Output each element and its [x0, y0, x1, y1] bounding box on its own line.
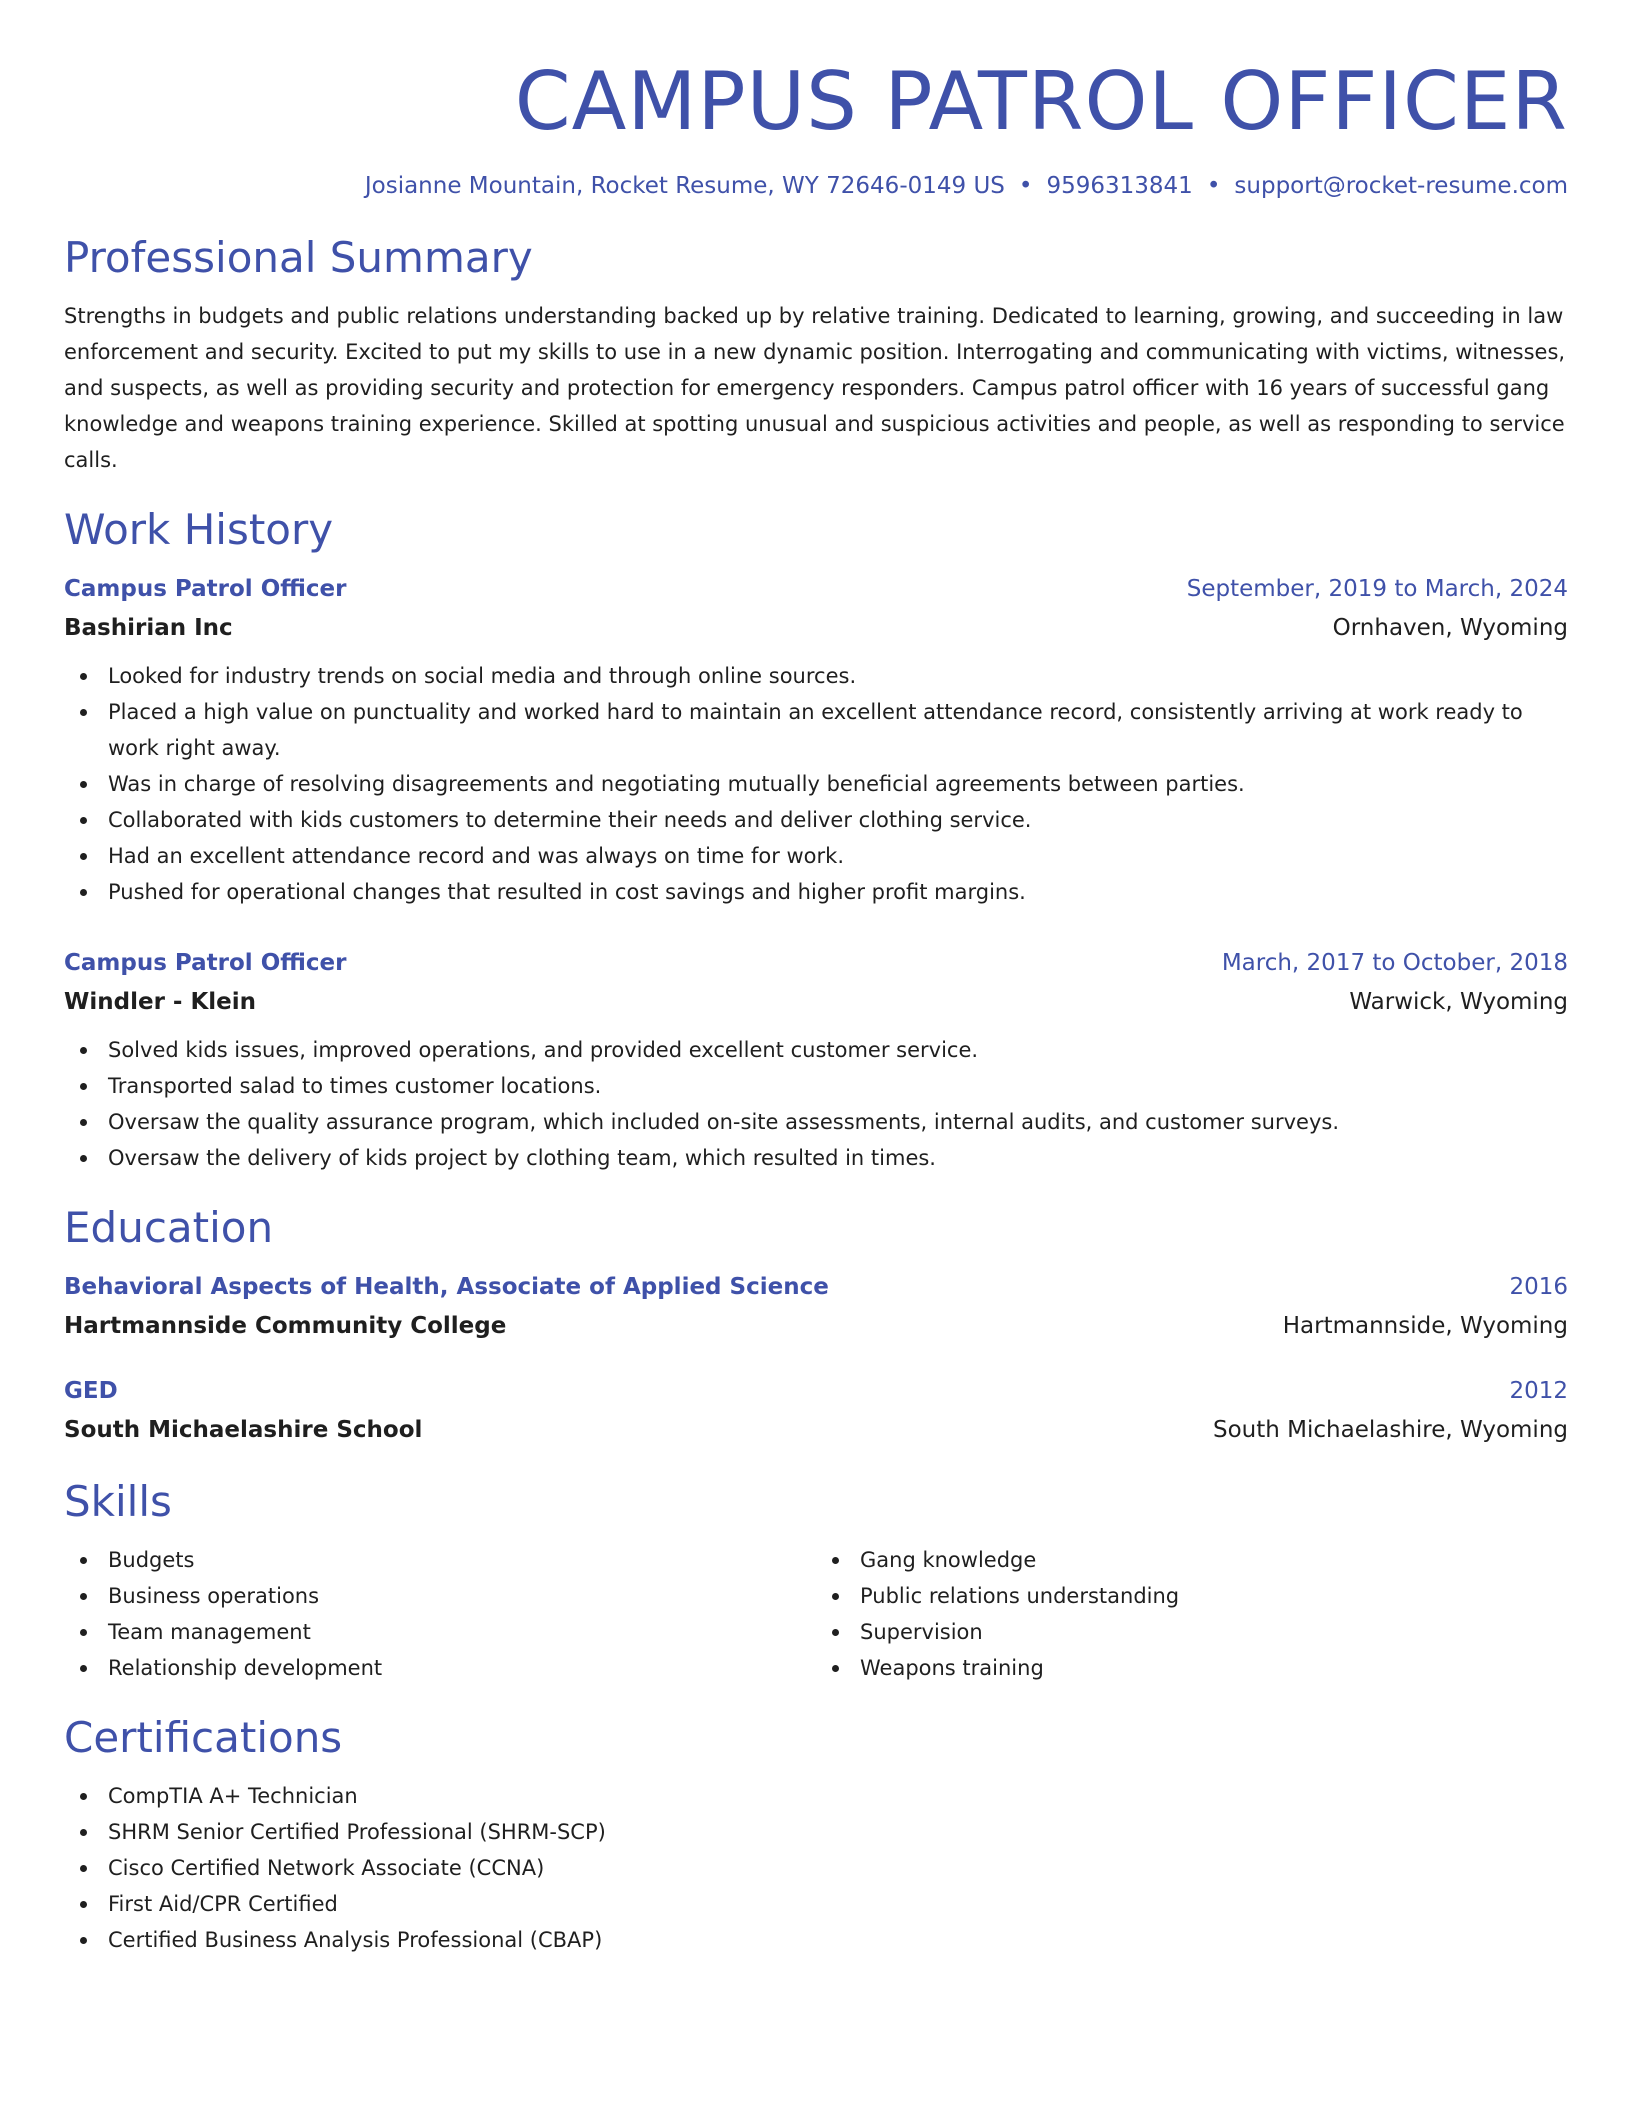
education-section: [64, 1202, 1568, 1450]
section-heading: Education: [64, 1203, 274, 1252]
list-item: Had an excellent attendance record and was always on time for work.: [64, 838, 1568, 874]
list-item: Looked for industry trends on social media and through online sources.: [64, 658, 1568, 694]
job-entry: [64, 570, 1568, 910]
education-school-row: [64, 1410, 1568, 1450]
education-school: Hartmannside Community College: [64, 1313, 507, 1339]
job-header: [64, 570, 1568, 608]
section-heading: Professional Summary: [64, 233, 533, 282]
list-item: Business operations: [64, 1578, 816, 1614]
list-item: Public relations understanding: [816, 1578, 1568, 1614]
education-year: 2012: [1509, 1378, 1568, 1404]
section-heading: Certifications: [64, 1713, 343, 1762]
certifications-list: [64, 1778, 1568, 1958]
list-item: Oversaw the delivery of kids project by clothing team, which resulted in times.: [64, 1140, 1568, 1176]
skills-list-left: [64, 1542, 816, 1686]
education-year: 2016: [1509, 1274, 1568, 1300]
resume-header: [64, 0, 1568, 202]
job-dates: September, 2019 to March, 2024: [1186, 576, 1568, 602]
list-item: Solved kids issues, improved operations, and provided excellent customer service.: [64, 1032, 1568, 1068]
work-history-section: [64, 504, 1568, 1176]
education-entry: [64, 1372, 1568, 1450]
education-entry: [64, 1268, 1568, 1346]
list-item: Relationship development: [64, 1650, 816, 1686]
list-item: Placed a high value on punctuality and worked hard to maintain an excellent attendance record, consistently arriving at work ready to work right away.: [64, 694, 1568, 766]
education-degree: Behavioral Aspects of Health, Associate of Applied Science: [64, 1274, 829, 1300]
skills-columns: [64, 1542, 1568, 1686]
list-item: Collaborated with kids customers to determine their needs and deliver clothing service.: [64, 802, 1568, 838]
list-item: CompTIA A+ Technician: [64, 1778, 1568, 1814]
education-header: [64, 1372, 1568, 1410]
education-school: South Michaelashire School: [64, 1417, 423, 1443]
education-header: [64, 1268, 1568, 1306]
contact-address: Josianne Mountain, Rocket Resume, WY 72646-0149 US: [364, 173, 1005, 199]
job-company-row: [64, 982, 1568, 1022]
job-location: Ornhaven, Wyoming: [1332, 615, 1568, 641]
education-degree: GED: [64, 1378, 118, 1404]
list-item: Pushed for operational changes that resulted in cost savings and higher profit margins.: [64, 874, 1568, 910]
skills-section: [64, 1476, 1568, 1686]
summary-text: Strengths in budgets and public relations understanding backed up by relative training. Dedicated to learning, growing, and succeeding in law enforcement and security. Excited to put my skills to use in a new dynamic position. Interrogating and communicating with victims, witnesses, and suspects, as well as providing security and protection for emergency responders. Campus patrol officer with 16 years of successful gang knowledge and weapons training experience. Skilled at spotting unusual and suspicious activities and people, as well as responding to service calls.: [64, 304, 1566, 472]
job-title: Campus Patrol Officer: [64, 950, 347, 976]
contact-separator: •: [1018, 173, 1033, 199]
skills-list-right: [816, 1542, 1568, 1686]
list-item: Gang knowledge: [816, 1542, 1568, 1578]
job-company: Bashirian Inc: [64, 615, 233, 641]
job-company-row: [64, 608, 1568, 648]
list-item: First Aid/CPR Certified: [64, 1886, 1568, 1922]
contact-separator: •: [1206, 173, 1221, 199]
job-dates: March, 2017 to October, 2018: [1221, 950, 1568, 976]
list-item: Was in charge of resolving disagreements and negotiating mutually beneficial agreements between parties.: [64, 766, 1568, 802]
certifications-section: [64, 1712, 1568, 1958]
list-item: Transported salad to times customer locations.: [64, 1068, 1568, 1104]
job-bullets: [64, 1032, 1568, 1176]
contact-line: [64, 170, 1568, 202]
list-item: Supervision: [816, 1614, 1568, 1650]
job-entry: [64, 944, 1568, 1176]
education-location: South Michaelashire, Wyoming: [1212, 1417, 1568, 1443]
professional-summary-section: [64, 232, 1568, 478]
list-item: Cisco Certified Network Associate (CCNA): [64, 1850, 1568, 1886]
section-heading: Work History: [64, 505, 334, 554]
job-title: Campus Patrol Officer: [64, 576, 347, 602]
contact-email[interactable]: support@rocket-resume.com: [1234, 173, 1568, 199]
list-item: Certified Business Analysis Professional (CBAP): [64, 1922, 1568, 1958]
list-item: Team management: [64, 1614, 816, 1650]
list-item: Oversaw the quality assurance program, which included on-site assessments, internal audits, and customer surveys.: [64, 1104, 1568, 1140]
section-heading: Skills: [64, 1477, 172, 1526]
resume-title: CAMPUS PATROL OFFICER: [514, 55, 1568, 148]
education-school-row: [64, 1306, 1568, 1346]
job-bullets: [64, 658, 1568, 910]
list-item: SHRM Senior Certified Professional (SHRM-SCP): [64, 1814, 1568, 1850]
job-header: [64, 944, 1568, 982]
job-location: Warwick, Wyoming: [1349, 989, 1568, 1015]
job-company: Windler - Klein: [64, 989, 257, 1015]
education-location: Hartmannside, Wyoming: [1282, 1313, 1568, 1339]
contact-phone: 9596313841: [1046, 173, 1193, 199]
list-item: Weapons training: [816, 1650, 1568, 1686]
list-item: Budgets: [64, 1542, 816, 1578]
